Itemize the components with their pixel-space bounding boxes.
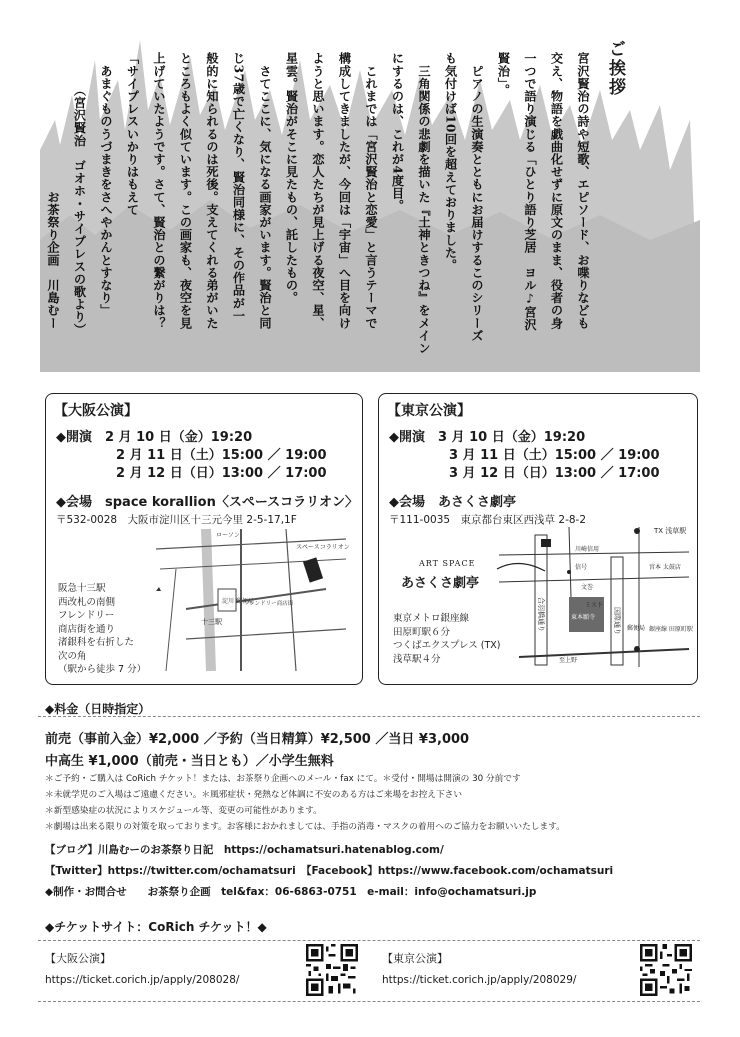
greeting-line: 構成してきましたが、今回は「宇宙」へ目を向け	[337, 52, 352, 330]
tickets-row	[38, 940, 700, 1002]
greeting-line: も気付けば10回を超えておりました。	[443, 52, 458, 272]
map-label: 十三駅	[201, 618, 222, 626]
map-label: TX 浅草駅	[654, 527, 687, 535]
tokyo-map	[499, 527, 693, 677]
greeting-line: 賢治」。	[496, 52, 511, 97]
osaka-map-note: 阪急十三駅 西改札の南側 フレンドリー 商店街を通り 渚銀科を右折した 次の角 （駅から徒歩 7 分）	[58, 583, 147, 675]
greeting-line: 宮沢賢治の詩や短歌、エピソード、お喋りなども	[576, 52, 590, 330]
greeting-line: 三角関係の悲劇を描いた『土神ときつね』をメイン	[417, 52, 431, 355]
greeting-line: さてここに、気になる画家がいます。賢治と同	[258, 52, 272, 330]
greeting-title: ご挨拶	[605, 40, 625, 97]
greeting-line: じ37歳で亡くなり、賢治同様に、その作品が一	[231, 52, 246, 322]
greeting-line: にするのは、これが4度目。	[390, 52, 405, 213]
date-line: 3 月 10 日（金）19:20	[438, 430, 586, 445]
price-note: ＊未就学児のご入場はご遠慮ください。＊風邪症状・発熱など体調に不安のある方はご来場をお控え下さい	[45, 790, 462, 800]
osaka-qr-code	[306, 944, 358, 996]
greeting-line: これまでは「宮沢賢治と恋愛」と言うテーマで	[364, 52, 378, 330]
price-note: ＊ご予約・ご購入は CoRich チケット！または、お茶祭り企画へのメール・fax にて。＊受付・開場は開演の 30 分前です	[45, 774, 521, 784]
price-line1: 前売（事前入金）¥2,000 ／予約（当日精算）¥2,500 ／当日 ¥3,000	[45, 732, 470, 747]
greeting-line: 般的に知られるのは死後。支えてくれる弟がいた	[205, 52, 219, 330]
tokyo-map-note: 東京メトロ銀座線 田原町駅６分 つくばエクスプレス (TX) 浅草駅４分	[393, 613, 501, 665]
map-label: ミスド	[585, 602, 604, 609]
tokyo-qr-code	[640, 944, 692, 996]
theater-logo: あさくさ劇亭	[401, 576, 480, 591]
greeting-line: 上げていたようです。さて、賢治との繋がりは？	[152, 52, 166, 330]
social-links[interactable]: 【Twitter】https://twitter.com/ochamatsuri 【Facebook】https://www.facebook.com/ochamatsuri	[45, 865, 614, 877]
osaka-venue: ◆会場 space korallion〈スペースコラリオン〉	[56, 495, 359, 510]
map-label: 信号	[575, 564, 588, 571]
osaka-map	[146, 529, 356, 671]
greeting	[46, 40, 630, 360]
date-line: 3 月 12 日（日）13:00 ／ 17:00	[449, 466, 660, 481]
production-contact: ◆制作・お問合せ お茶祭り企画 tel&fax：06-6863-0751 e-mail：info@ochamatsuri.jp	[45, 886, 537, 898]
tokyo-ticket-label: 【東京公演】	[382, 952, 448, 965]
map-label: 国際通り	[613, 607, 621, 635]
greeting-line: 「サイプレスいかりはもえて	[125, 52, 140, 216]
tickets-header: ◆チケットサイト：CoRich チケット！◆	[45, 920, 267, 934]
map-label: 郵便局	[627, 625, 646, 632]
map-label: 宮本 太鼓店	[649, 564, 681, 571]
greeting-line: あまぐものうづまきをさへやかんとすなり」	[99, 52, 113, 317]
greeting-line: （宮沢賢治 ゴオホ・サイプレスの歌より）	[72, 52, 87, 336]
tokyo-venue: ◆会場 あさくさ劇亭	[389, 495, 516, 510]
theater-logo-small: ART SPACE	[419, 559, 476, 568]
map-label: 銀座線 田原町駅	[649, 626, 693, 633]
greeting-line: ピアノの生演奏とともにお届けするこのシリーズ	[470, 52, 484, 342]
date-line: 3 月 11 日（土）15:00 ／ 19:00	[449, 448, 660, 463]
tokyo-schedule	[389, 426, 660, 480]
osaka-address: 〒532-0028 大阪市淀川区十三元今里 2-5-17,1F	[56, 514, 297, 526]
tokyo-title: 【東京公演】	[387, 403, 471, 419]
open-label: ◆開演	[56, 430, 92, 445]
date-line: 2 月 10 日（金）19:20	[105, 430, 253, 445]
price-line2: 中高生 ¥1,000（前売・当日とも）／小学生無料	[45, 754, 334, 769]
blog-link[interactable]: 【ブログ】川島むーのお茶祭り日記 https://ochamatsuri.hatenablog.com/	[45, 844, 444, 856]
map-label: 合羽橋通り	[537, 597, 545, 632]
map-label: スペースコラリオン	[296, 544, 350, 551]
greeting-line: ところもよく似ています。この画家も、夜空を見	[178, 52, 193, 330]
map-label: 東本願寺	[571, 614, 596, 621]
price-note: ＊劇場は出来る限りの対策を取っております。お客様におかれましては、手指の消毒・マスクの着用へのご協力をお願いいたします。	[45, 822, 565, 832]
open-label: ◆開演	[389, 430, 425, 445]
date-line: 2 月 12 日（日）13:00 ／ 17:00	[116, 466, 327, 481]
date-line: 2 月 11 日（土）15:00 ／ 19:00	[116, 448, 327, 463]
greeting-line: 一つで語り演じる「ひとり語り芝居 ヨル♪宮沢	[523, 52, 537, 331]
greeting-line: 交え、物語を戯曲化せずに原文のまま、役者の身	[549, 52, 564, 330]
greeting-line: お茶祭り企画 川島むー	[46, 52, 60, 330]
price-divider	[38, 716, 700, 717]
greeting-line: 星雲。賢治がそこに見たもの、託したもの。	[284, 52, 299, 304]
price-header: ◆料金（日時指定）	[45, 702, 151, 716]
osaka-schedule	[56, 426, 327, 480]
map-label: フレンドリー商店街	[244, 601, 294, 607]
map-label: 川崎信用	[575, 546, 600, 553]
osaka-box	[45, 393, 363, 685]
greeting-body	[40, 52, 597, 362]
price-note: ＊新型感染症の状況によりスケジュール等、変更の可能性があります。	[45, 806, 322, 816]
osaka-ticket-label: 【大阪公演】	[45, 952, 111, 965]
osaka-ticket-url[interactable]: https://ticket.corich.jp/apply/208028/	[45, 974, 240, 986]
map-label: 淀川 郵便局	[222, 598, 254, 605]
map-label: 至上野	[559, 657, 578, 664]
tokyo-ticket-url[interactable]: https://ticket.corich.jp/apply/208029/	[382, 974, 577, 986]
greeting-line: ようと思います。恋人たちが見上げる夜空、星、	[311, 52, 325, 330]
map-label: ローソン	[216, 532, 240, 539]
tokyo-box	[378, 393, 698, 685]
osaka-title: 【大阪公演】	[54, 403, 138, 419]
map-label: 文巻	[581, 584, 594, 591]
tokyo-address: 〒111-0035 東京都台東区西浅草 2-8-2	[389, 514, 587, 526]
